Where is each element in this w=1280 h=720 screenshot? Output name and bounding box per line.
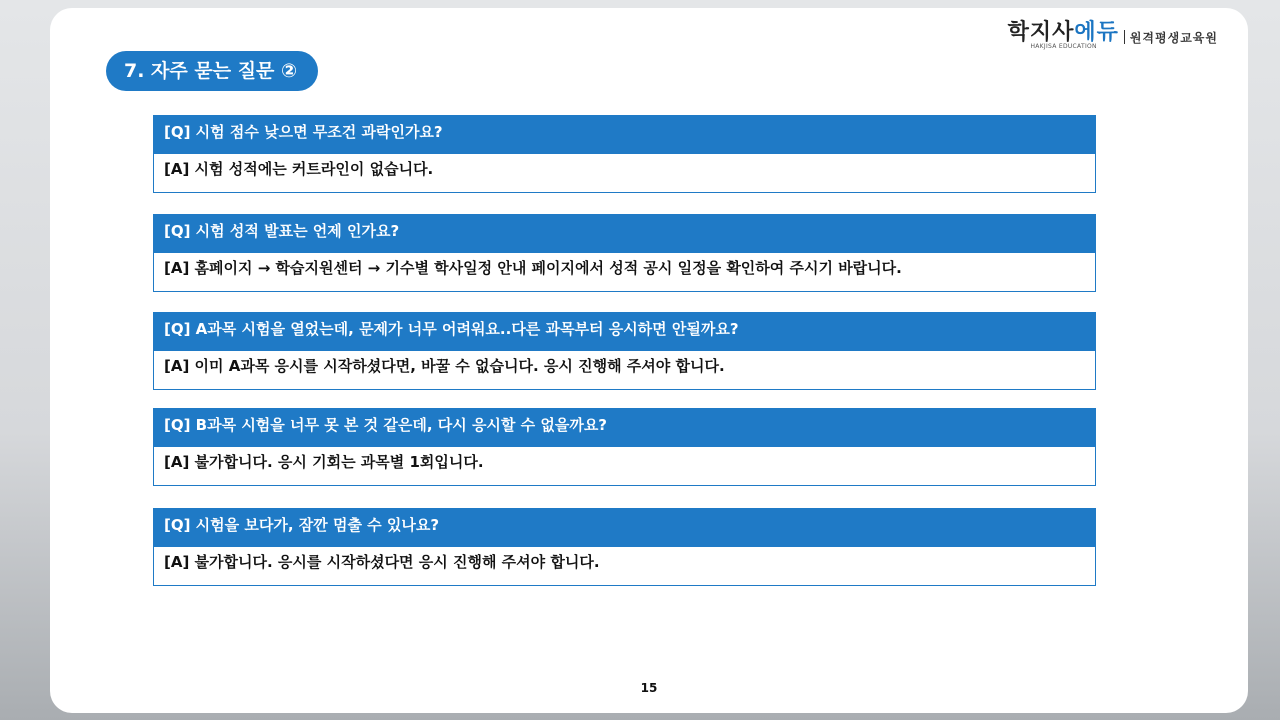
faq-question: [Q] 시험 점수 낮으면 무조건 과락인가요? bbox=[154, 116, 1095, 154]
logo-text bbox=[1008, 21, 1119, 45]
slide bbox=[50, 8, 1248, 713]
hakjisa-logo bbox=[1008, 21, 1218, 50]
faq-answer: [A] 이미 A과목 응시를 시작하셨다면, 바꿀 수 없습니다. 응시 진행해 주셔야 합니다. bbox=[154, 351, 1095, 389]
faq-question: [Q] 시험 성적 발표는 언제 인가요? bbox=[154, 215, 1095, 253]
logo-institute: 원격평생교육원 bbox=[1129, 31, 1218, 45]
logo-text-accent: 에듀 bbox=[1074, 20, 1119, 45]
faq-question: [Q] 시험을 보다가, 잠깐 멈출 수 있나요? bbox=[154, 509, 1095, 547]
faq-answer: [A] 불가합니다. 응시를 시작하셨다면 응시 진행해 주셔야 합니다. bbox=[154, 547, 1095, 585]
faq-answer: [A] 홈페이지 → 학습지원센터 → 기수별 학사일정 안내 페이지에서 성적 공시 일정을 확인하여 주시기 바랍니다. bbox=[154, 253, 1095, 291]
logo-mark bbox=[1008, 21, 1119, 50]
logo-subtitle: HAKJISA EDUCATION bbox=[1030, 43, 1097, 50]
faq-question: [Q] A과목 시험을 열었는데, 문제가 너무 어려워요..다른 과목부터 응시하면 안될까요? bbox=[154, 313, 1095, 351]
faq-item-2 bbox=[153, 214, 1096, 292]
logo-text-primary: 학지사 bbox=[1007, 20, 1075, 45]
faq-item-1 bbox=[153, 115, 1096, 193]
faq-answer: [A] 시험 성적에는 커트라인이 없습니다. bbox=[154, 154, 1095, 192]
section-title: 7. 자주 묻는 질문 ② bbox=[106, 51, 318, 91]
faq-question: [Q] B과목 시험을 너무 못 본 것 같은데, 다시 응시할 수 없을까요? bbox=[154, 409, 1095, 447]
faq-item-4 bbox=[153, 408, 1096, 486]
faq-item-3 bbox=[153, 312, 1096, 390]
logo-divider bbox=[1124, 30, 1125, 44]
faq-item-5 bbox=[153, 508, 1096, 586]
page-number: 15 bbox=[640, 681, 658, 695]
faq-answer: [A] 불가합니다. 응시 기회는 과목별 1회입니다. bbox=[154, 447, 1095, 485]
